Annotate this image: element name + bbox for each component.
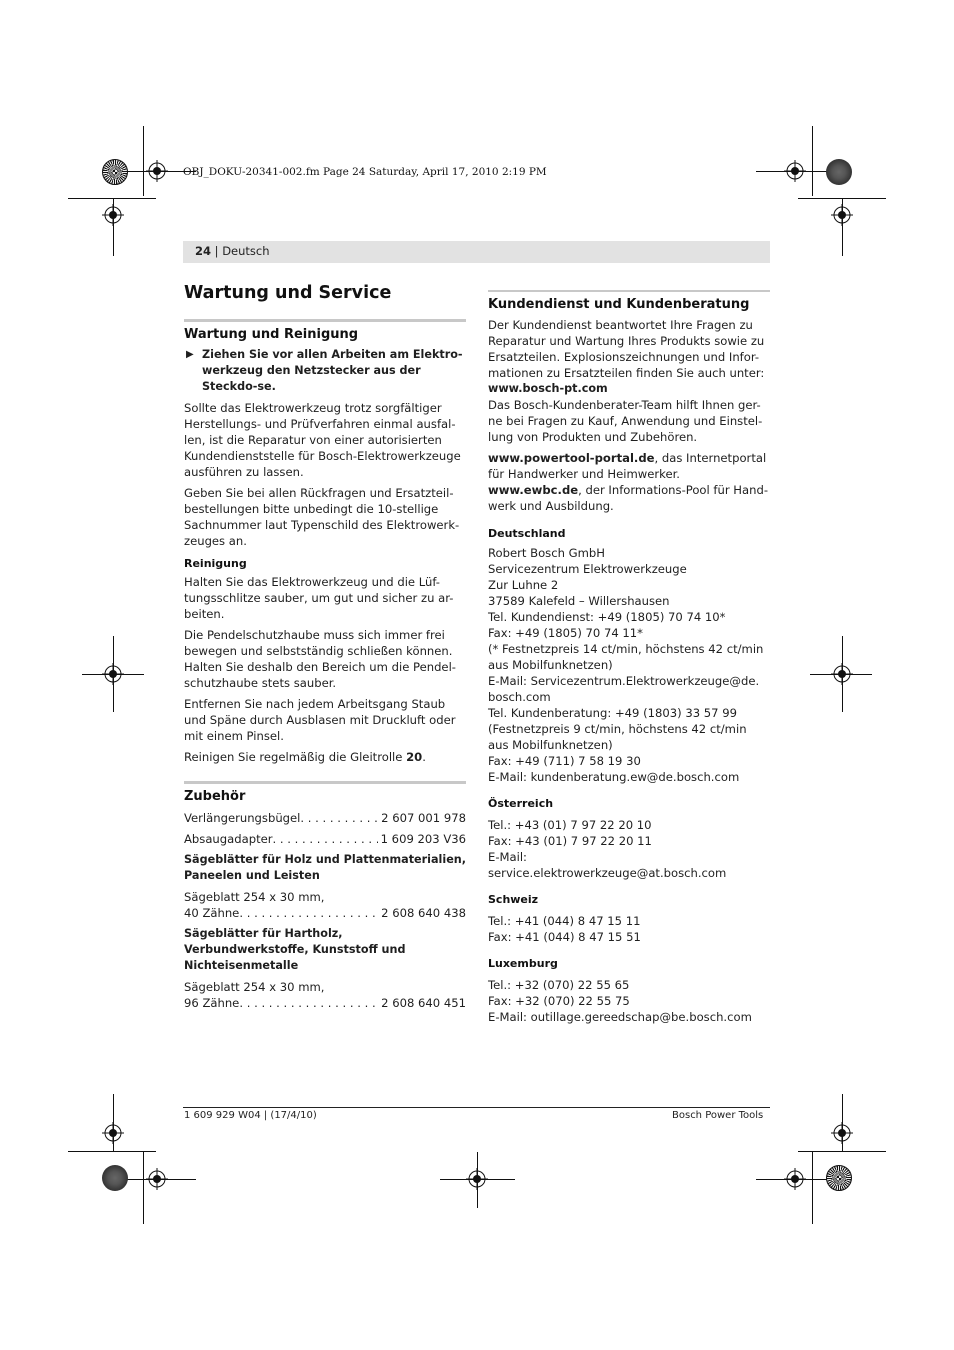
paragraph [488, 450, 770, 482]
country-heading-switzerland: Schweiz [488, 893, 539, 906]
leader-dots [273, 831, 378, 847]
warning-text: Ziehen Sie vor allen Arbeiten am Elektro-werkzeug den Netzstecker aus der Steckdo-se. [202, 348, 463, 393]
registration-target-icon [102, 204, 124, 226]
crop-mark [143, 126, 144, 196]
registration-target-icon [831, 1122, 853, 1144]
blade-group-heading: Sägeblätter für Holz und Plattenmaterialien, Paneelen und Leisten [184, 853, 467, 882]
address-line: E-Mail: [488, 850, 527, 864]
link-powertool-portal[interactable]: www.powertool-portal.de [488, 451, 655, 465]
address-line: bosch.com [488, 690, 551, 704]
registration-target-icon [146, 160, 168, 182]
gray-disk-icon [826, 159, 852, 185]
paragraph: Geben Sie bei allen Rückfragen und Ersatzteil-bestellungen bitte unbedingt die 10-stellige Sachnummer laut Typenschild des Elektrowerk-zeuges an. [184, 486, 460, 548]
address-block-austria [488, 817, 770, 881]
footer-brand: Bosch Power Tools [672, 1110, 764, 1121]
blade-number: 2 608 640 451 [381, 996, 466, 1010]
address-line: Fax: +49 (1805) 70 74 11* [488, 626, 643, 640]
leader-dots [239, 905, 378, 921]
triangle-bullet-icon: ▶ [186, 349, 194, 360]
address-line: Tel.: +41 (044) 8 47 15 11 [488, 914, 641, 928]
left-column [184, 285, 466, 1011]
blade-row [184, 905, 466, 921]
page-title: Wartung und Service [184, 283, 392, 303]
paragraph-text: Reinigen Sie regelmäßig die Gleitrolle [184, 750, 407, 764]
address-line: service.elektrowerkzeuge@at.bosch.com [488, 866, 727, 880]
blade-label: 40 Zähne [184, 906, 240, 920]
paragraph-text: , das Internetportal für Handwerker und Heimwerker. [488, 451, 767, 481]
address-block-luxembourg [488, 977, 770, 1025]
address-line: Robert Bosch GmbH [488, 546, 605, 560]
leader-dots [300, 810, 378, 826]
header-separator: | [211, 244, 223, 258]
accessory-row [184, 810, 466, 826]
paragraph: Die Pendelschutzhaube muss sich immer frei bewegen und selbstständig schließen können. Halten Sie deshalb den Bereich um die Pendel-schutzhaube stets sauber. [184, 628, 456, 690]
leader-dots [239, 995, 378, 1011]
address-block-switzerland [488, 913, 770, 945]
footer-rule [183, 1107, 770, 1108]
page-number: 24 [195, 244, 212, 258]
address-line: aus Mobilfunknetzen) [488, 738, 613, 752]
address-line: E-Mail: Servicezentrum.Elektrowerkzeuge@de. [488, 674, 760, 688]
blade-label: 96 Zähne [184, 996, 240, 1010]
address-line: Fax: +41 (044) 8 47 15 51 [488, 930, 641, 944]
crop-mark [812, 1152, 813, 1224]
subheading-cleaning: Reinigung [184, 557, 247, 570]
paragraph [488, 482, 770, 514]
section-heading-customer-service: Kundendienst und Kundenberatung [488, 290, 770, 313]
address-line: E-Mail: outillage.gereedschap@be.bosch.com [488, 1010, 752, 1024]
registration-target-icon [466, 1168, 488, 1190]
section-heading-accessories: Zubehör [184, 781, 466, 805]
accessory-number: 2 607 001 978 [381, 811, 466, 825]
registration-target-icon [784, 160, 806, 182]
registration-target-icon [831, 663, 853, 685]
accessory-label: Absaugadapter [184, 832, 273, 846]
accessory-row [184, 831, 466, 847]
paragraph: Halten Sie das Elektrowerkzeug und die Lüf-tungsschlitze sauber, um gut und sicher zu ar-beiten. [184, 575, 454, 621]
paragraph: Sollte das Elektrowerkzeug trotz sorgfältiger Herstellungs- und Prüfverfahren einmal ausfal-len, ist die Reparatur von einer autorisierten Kundendienststelle für Bosch-Elektrowerkzeuge ausführen zu lassen. [184, 401, 461, 479]
address-line: aus Mobilfunknetzen) [488, 658, 613, 672]
country-heading-germany: Deutschland [488, 527, 566, 540]
address-line: 37589 Kalefeld – Willershausen [488, 594, 670, 608]
address-line: Zur Luhne 2 [488, 578, 559, 592]
file-info: OBJ_DOKU-20341-002.fm Page 24 Saturday, April 17, 2010 2:19 PM [183, 166, 547, 178]
address-line: Tel.: +43 (01) 7 97 22 20 10 [488, 818, 652, 832]
right-column [488, 290, 770, 1025]
registration-target-icon [784, 1168, 806, 1190]
address-line: Fax: +43 (01) 7 97 22 20 11 [488, 834, 652, 848]
crop-mark [143, 1152, 144, 1224]
header-language: Deutsch [222, 244, 270, 258]
blade-row [184, 995, 466, 1011]
starburst-target-icon [102, 159, 128, 185]
address-line: Servicezentrum Elektrowerkzeuge [488, 562, 687, 576]
warning-bullet [184, 347, 466, 395]
gray-disk-icon [102, 1165, 128, 1191]
registration-target-icon [146, 1168, 168, 1190]
address-line: Fax: +32 (070) 22 55 75 [488, 994, 630, 1008]
paragraph: Das Bosch-Kundenberater-Team hilft Ihnen ger-ne bei Fragen zu Kauf, Anwendung und Einstel-lung von Produkten und Zubehören. [488, 398, 763, 444]
registration-target-icon [831, 204, 853, 226]
starburst-target-icon [826, 1165, 852, 1191]
paragraph: Entfernen Sie nach jedem Arbeitsgang Staub und Späne durch Ausblasen mit Druckluft oder mit einem Pinsel. [184, 697, 456, 743]
link-ewbc[interactable]: www.ewbc.de [488, 483, 579, 497]
paragraph-punct: . [422, 750, 426, 764]
footer-document-number: 1 609 929 W04 | (17/4/10) [184, 1110, 317, 1121]
crop-mark [68, 198, 156, 199]
blade-group-heading: Sägeblätter für Hartholz, Verbundwerkstoffe, Kunststoff und Nichteisenmetalle [184, 927, 406, 972]
registration-target-icon [102, 1122, 124, 1144]
section-heading-maintenance: Wartung und Reinigung [184, 319, 466, 343]
address-line: (* Festnetzpreis 14 ct/min, höchstens 42 ct/min [488, 642, 764, 656]
address-block-germany [488, 545, 770, 785]
part-number-ref: 20 [406, 750, 423, 764]
address-line: Tel. Kundendienst: +49 (1805) 70 74 10* [488, 610, 726, 624]
blade-spec: Sägeblatt 254 x 30 mm, [184, 890, 325, 904]
address-line: Fax: +49 (711) 7 58 19 30 [488, 754, 641, 768]
link-bosch-pt[interactable]: www.bosch-pt.com [488, 382, 608, 395]
registration-target-icon [102, 663, 124, 685]
country-heading-luxembourg: Luxemburg [488, 957, 558, 970]
blade-spec: Sägeblatt 254 x 30 mm, [184, 980, 325, 994]
paragraph-text: , der Informations-Pool für Hand-werk und Ausbildung. [488, 483, 769, 513]
address-line: (Festnetzpreis 9 ct/min, höchstens 42 ct/min [488, 722, 747, 736]
page-header-bar [183, 241, 770, 263]
address-line: E-Mail: kundenberatung.ew@de.bosch.com [488, 770, 740, 784]
address-line: Tel. Kundenberatung: +49 (1803) 33 57 99 [488, 706, 737, 720]
paragraph [184, 749, 466, 765]
accessory-label: Verlängerungsbügel [184, 811, 301, 825]
paragraph: Der Kundendienst beantwortet Ihre Fragen zu Reparatur und Wartung Ihres Produkts sowie zu Ersatzteilen. Explosionszeichnungen und Infor-mationen zu Ersatzteilen finden Sie auch unter: [488, 318, 765, 380]
country-heading-austria: Österreich [488, 797, 554, 810]
blade-number: 2 608 640 438 [381, 906, 466, 920]
address-line: Tel.: +32 (070) 22 55 65 [488, 978, 630, 992]
accessory-number: 1 609 203 V36 [380, 832, 466, 846]
crop-mark [812, 126, 813, 196]
